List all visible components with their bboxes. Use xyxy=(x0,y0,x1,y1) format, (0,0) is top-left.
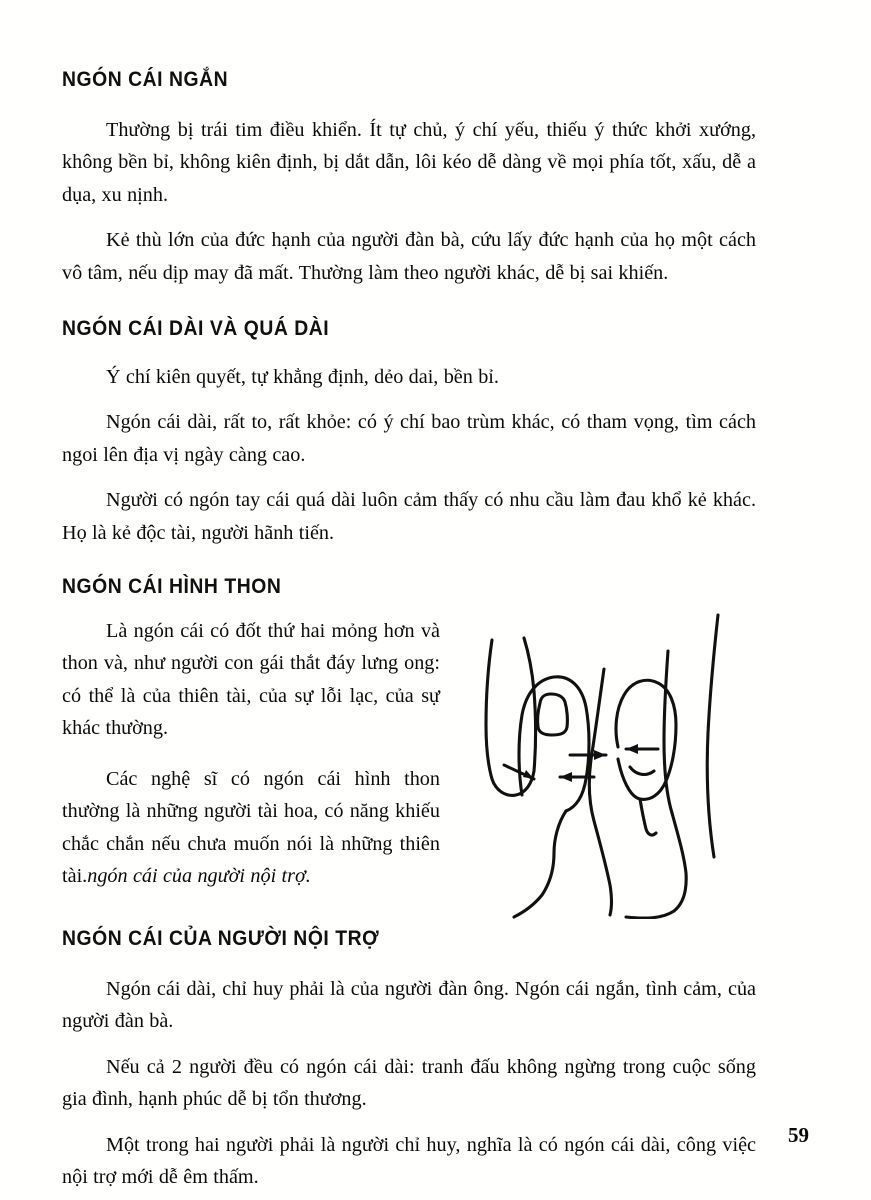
hand-illustration-figure xyxy=(470,607,756,919)
paragraph-spacer xyxy=(62,396,756,406)
paragraph-spacer xyxy=(62,214,756,224)
paragraph: Là ngón cái có đốt thứ hai mỏng hơn và thon và, như người con gái thắt đáy lưng ong: có thể là của thiên tài, của sự lỗi lạc, của sự khác thường. xyxy=(62,619,440,740)
paragraph-spacer xyxy=(62,474,756,484)
hand-line-drawing-icon xyxy=(470,607,756,919)
thon-text-column xyxy=(62,615,440,893)
paragraph: Kẻ thù lớn của đức hạnh của người đàn bà, cứu lấy đức hạnh của họ một cách vô tâm, nếu dịp may đã mất. Thường làm theo người khác, dễ bị sai khiến. xyxy=(62,229,756,284)
paragraph-lead-text: Các nghệ sĩ có ngón cái hình thon thường là những người tài hoa, có năng khiếu chắc chắn nếu chưa muốn nói là những thiên tài. xyxy=(62,767,440,888)
section-heading-ngon-cai-hinh-thon: NGÓN CÁI HÌNH THON xyxy=(62,574,282,599)
paragraph: Ngón cái dài, chỉ huy phải là của người đàn ông. Ngón cái ngắn, tình cảm, của người đàn bà. xyxy=(62,977,756,1033)
paragraph: Người có ngón tay cái quá dài luôn cảm thấy có nhu cầu làm đau khổ kẻ khác. Họ là kẻ độc tài, người hãnh tiến. xyxy=(62,489,756,544)
section-heading-ngon-cai-dai-va-qua-dai: NGÓN CÁI DÀI VÀ QUÁ DÀI xyxy=(62,316,330,341)
paragraph-italic-phrase: ngón cái của người nội trợ. xyxy=(87,865,311,888)
section-heading-ngon-cai-ngan: NGÓN CÁI NGẮN xyxy=(62,67,229,91)
paragraph: Một trong hai người phải là người chỉ huy, nghĩa là có ngón cái dài, công việc nội trợ mới dễ êm thấm. xyxy=(62,1133,756,1189)
paragraph: Ý chí kiên quyết, tự khẳng định, dẻo dai, bền bỉ. xyxy=(106,365,499,388)
thon-section-body xyxy=(62,615,756,893)
paragraph-spacer xyxy=(62,1041,756,1051)
paragraph: Ngón cái dài, rất to, rất khỏe: có ý chí bao trùm khác, có tham vọng, tìm cách ngoi lên địa vị ngày càng cao. xyxy=(62,411,756,466)
paragraph: Thường bị trái tim điều khiển. Ít tự chủ, ý chí yếu, thiếu ý thức khởi xướng, không bền bỉ, không kiên định, bị dắt dẫn, lôi kéo dễ dàng về mọi phía tốt, xấu, dễ a dụa, xu nịnh. xyxy=(62,118,756,206)
page-content xyxy=(62,68,756,1194)
paragraph-with-italic-tail xyxy=(62,763,440,893)
section-heading-ngon-cai-cua-nguoi-noi-tro: NGÓN CÁI CỦA NGƯỜI NỘI TRỢ xyxy=(62,925,380,950)
paragraph: Nếu cả 2 người đều có ngón cái dài: tranh đấu không ngừng trong cuộc sống gia đình, hạnh phúc dễ bị tổn thương. xyxy=(62,1055,756,1111)
page-number: 59 xyxy=(788,1123,809,1147)
